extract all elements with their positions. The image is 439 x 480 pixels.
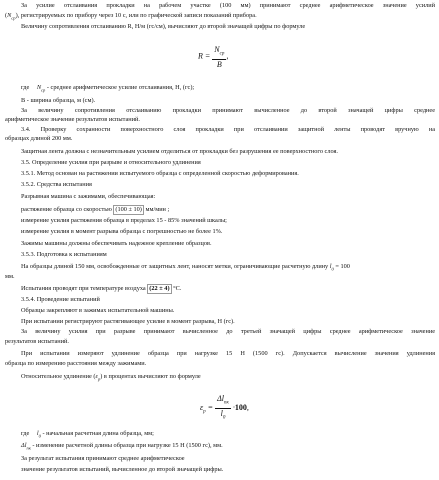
text-line: На образцы длиной 150 мм, освобожденные от защитных лент, наносят метки, ограничивающие расчетную длину $l_0 = 100$ [21,263,350,272]
text-line: За усилие отслаивания прокладки на рабочем участке (100 мм) принимают среднее арифметическое значение усилий [21,2,435,9]
text-line: За величину сопротивления отслаиванию прокладки принимают вычисленное до второй значащей цифры среднее [21,107,435,114]
text-line: где $l_0$ - начальная расчетная длина образца, мм; [21,430,154,439]
text-line: Испытания проводят при температуре воздуха (22 ± 4) °С. [21,285,182,292]
text-line: растяжение образца со скоростью (100 ± 10) мм/мин ; [21,206,170,213]
text-line: Защитная лента должна с незначительным усилием отделиться от прокладки без разрушения ее поверхностного слоя. [21,148,338,155]
text-line: За результат испытания принимают среднее арифметическое [21,455,185,462]
formula-r: R = $\frac{N_{ср}}{B}$ , [198,45,229,69]
text-line: За величину усилия при разрыве принимают вычисленное до третьей значащей цифры среднее арифметическое значение [21,328,435,335]
text-line: $(N_{ср})$, регистрируемых по прибору через 10 с, или по графической записи показаний прибора. [5,12,257,21]
symbol-n-sr: $N_{ср}$ [7,12,16,21]
symbol-delta-l: $\Delta l_{пк}$ [21,442,31,451]
text-line: арифметическое значение результатов испытаний. [5,116,140,123]
text-line: 3.5.2. Средства испытания [21,181,92,188]
text-line: B - ширина образца, м (см). [21,97,96,104]
symbol-l0: $l_0$ [36,430,41,439]
text-line: 3.5.3. Подготовка к испытаниям [21,251,107,258]
text-line: 3.5.4. Проведение испытаний [21,296,100,303]
text-line: $\Delta l_{пк}$ - изменение расчетной длины образца при нагрузке 15 Н (1500 гс), мм. [21,442,223,451]
symbol-eps: $\varepsilon_р$ [95,373,101,382]
text-line: значение результатов испытаний, вычисленное до второй значащей цифры. [21,466,224,473]
symbol-l0: $l_0$ [329,263,334,272]
text-line: Величину сопротивления отслаиванию R, Н/м (гс/см), вычисляют до второй значащей цифры по формуле [21,23,306,30]
text-line: измерение усилия в момент разрыва образца с погрешностью не более 1%. [21,228,223,235]
speed-value: (100 ± 10) [115,206,142,213]
text-line: 3.5.1. Метод основан на растяжении испытуемого образца с определенной скоростью деформирования. [21,170,299,177]
text-line: образца по измерению расстояния между зажимами. [5,360,147,367]
formula-elongation: $\varepsilon_р$ = $\frac{\Delta l_{пк}}{l_0}$ ·100, [200,394,249,421]
temperature-value: (22 ± 4) [149,285,170,292]
text-line: результатов испытаний. [5,338,69,345]
text-line: Зажимы машины должны обеспечивать надежное крепление образцов. [21,240,212,247]
symbol-n-sr: $N_{ср}$ [36,84,46,93]
text-line: При испытании измеряют удлинение образца при нагрузке 15 Н (1500 гс). Допускается вычисление значения удлинения [21,350,435,357]
text-line: Разрывная машина с зажимами, обеспечивающая: [21,193,156,200]
text-line: где $N_{ср}$ - среднее арифметическое усилие отслаивания, Н, (гс); [21,84,195,93]
text-line: Относительное удлинение $(\varepsilon_р)$ в процентах вычисляют по формуле [21,373,201,382]
text-line: мм. [5,273,15,280]
text-line: 3.5. Определение усилия при разрыве и относительного удлинения [21,159,201,166]
text-line: образцах длиной 200 мм. [5,135,73,142]
text-line: измерение усилия растяжения образца в пределах 15 - 85% значений шкалы; [21,217,227,224]
text-line: При испытании регистрируют растягивающее усилие в момент разрыва, Н (гс). [21,318,235,325]
text-line: Образцы закрепляют в зажимах испытательной машины. [21,307,175,314]
text-line: 3.4. Проверку сохранности поверхностного слоя прокладки при отслаивании защитной ленты проводят вручную на [21,126,435,133]
